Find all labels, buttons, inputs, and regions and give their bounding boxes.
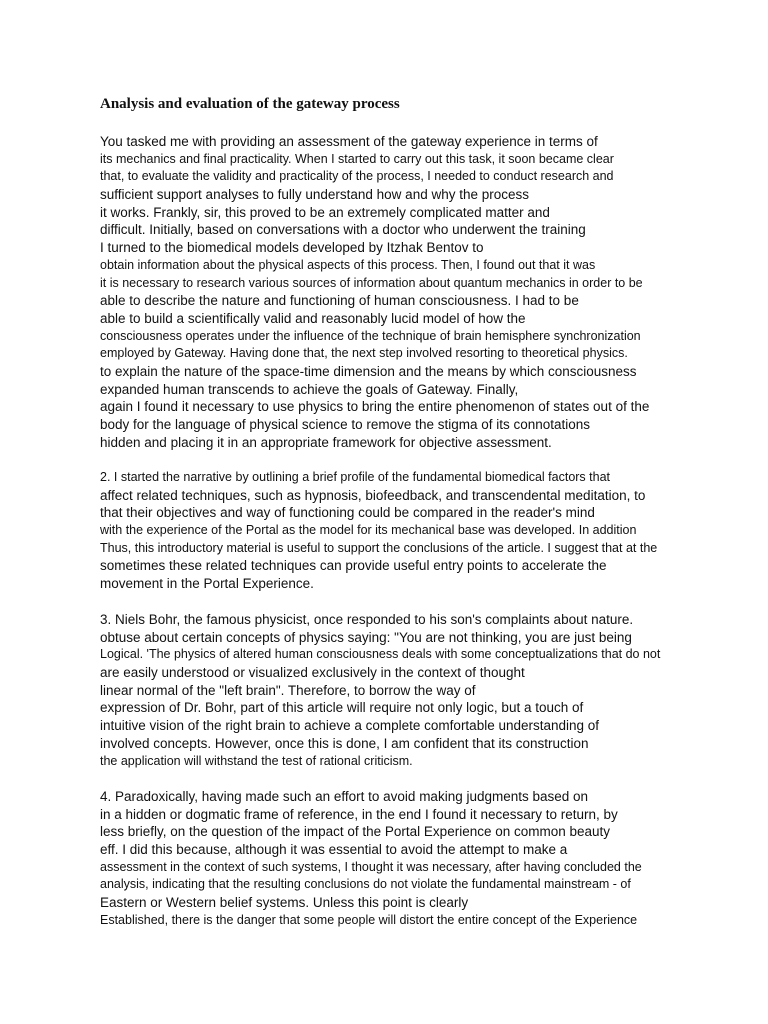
text-line: difficult. Initially, based on conversations with a doctor who underwent the training [100,222,586,238]
text-line: obtain information about the physical aspects of this process. Then, I found out that it was [100,257,596,272]
text-line: Thus, this introductory material is useful to support the conclusions of the article. I suggest that at the [100,540,658,555]
paragraph-2 [100,469,740,593]
text-line: body for the language of physical science to remove the stigma of its connotations [100,417,591,432]
document-title: Analysis and evaluation of the gateway process [100,96,400,112]
text-line: employed by Gateway. Having done that, the next step involved resorting to theoretical physics. [100,346,628,361]
text-line: expanded human transcends to achieve the goals of Gateway. Finally, [100,381,519,397]
text-line: able to describe the nature and functioning of human consciousness. I had to be [100,293,579,309]
text-line: sufficient support analyses to fully understand how and why the process [100,187,530,203]
text-line: intuitive vision of the right brain to achieve a complete comfortable understanding of [100,718,600,734]
text-line: analysis, indicating that the resulting conclusions do not violate the fundamental mainstream - of [100,877,631,892]
text-line: I turned to the biomedical models developed by Itzhak Bentov to [100,240,484,256]
text-line: to explain the nature of the space-time dimension and the means by which consciousness [100,363,637,379]
text-line: in a hidden or dogmatic frame of reference, in the end I found it necessary to return, by [100,806,618,822]
text-line: affect related techniques, such as hypnosis, biofeedback, and transcendental meditation, to [100,487,646,503]
text-line: it is necessary to research various sources of information about quantum mechanics in order to be [100,275,643,290]
text-line: You tasked me with providing an assessment of the gateway experience in terms of [100,134,598,149]
text-line: that their objectives and way of functioning could be compared in the reader's mind [100,505,595,521]
text-line: hidden and placing it in an appropriate framework for objective assessment. [100,434,552,450]
text-line: the application will withstand the test of rational criticism. [100,753,413,768]
text-line: movement in the Portal Experience. [100,576,314,592]
text-line: Logical. 'The physics of altered human consciousness deals with some conceptualizations that do not [100,647,661,662]
text-line: 4. Paradoxically, having made such an effort to avoid making judgments based on [100,789,589,804]
paragraph-3 [100,611,740,770]
text-line: involved concepts. However, once this is done, I am confident that its construction [100,735,589,751]
text-line: its mechanics and final practicality. When I started to carry out this task, it soon became clear [100,151,614,166]
text-line: 3. Niels Bohr, the famous physicist, once responded to his son's complaints about nature. [100,612,634,627]
text-line: 2. I started the narrative by outlining a brief profile of the fundamental biomedical factors that [100,470,611,484]
text-line: sometimes these related techniques can provide useful entry points to accelerate the [100,558,607,574]
text-line: assessment in the context of such systems, I thought it was necessary, after having concluded the [100,859,642,874]
text-line: obtuse about certain concepts of physics saying: "You are not thinking, you are just being [100,629,632,645]
text-line: it works. Frankly, sir, this proved to be an extremely complicated matter and [100,204,550,220]
text-line: again I found it necessary to use physics to bring the entire phenomenon of states out of the [100,399,650,415]
text-line: with the experience of the Portal as the model for its mechanical base was developed. In addition [100,523,637,538]
text-line: eff. I did this because, although it was essential to avoid the attempt to make a [100,842,568,858]
text-line: less briefly, on the question of the impact of the Portal Experience on common beauty [100,824,611,840]
text-line: Established, there is the danger that some people will distort the entire concept of the Experience [100,912,638,927]
paragraph-1 [100,133,740,451]
text-line: consciousness operates under the influence of the technique of brain hemisphere synchronization [100,328,641,343]
text-line: Eastern or Western belief systems. Unless this point is clearly [100,895,469,911]
text-line: expression of Dr. Bohr, part of this article will require not only logic, but a touch of [100,700,584,716]
paragraph-4 [100,788,740,930]
text-line: linear normal of the "left brain". Therefore, to borrow the way of [100,682,476,698]
text-line: that, to evaluate the validity and practicality of the process, I needed to conduct research and [100,169,614,184]
text-line: are easily understood or visualized exclusively in the context of thought [100,665,525,681]
text-line: able to build a scientifically valid and reasonably lucid model of how the [100,310,526,326]
